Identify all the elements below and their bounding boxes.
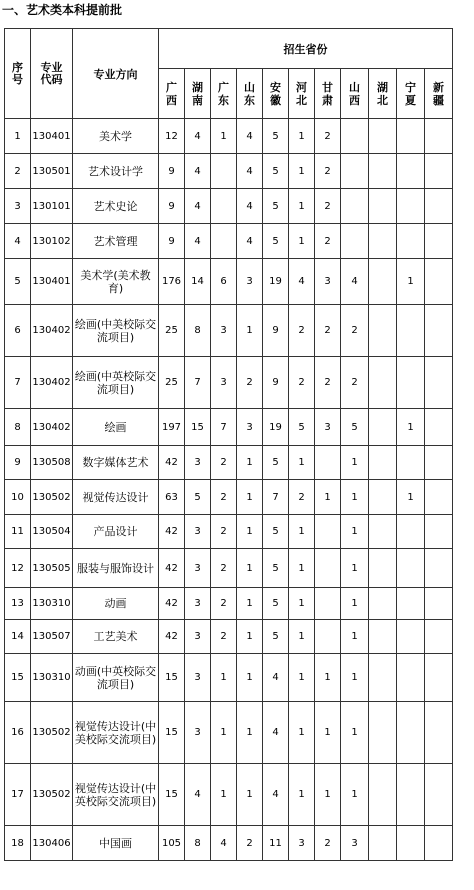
quota-cell: 2 (289, 480, 315, 515)
table-row (5, 588, 453, 620)
quota-cell: 2 (211, 549, 237, 588)
quota-cell (425, 702, 453, 764)
quota-cell: 1 (289, 588, 315, 620)
quota-cell: 4 (237, 224, 263, 259)
quota-cell (369, 259, 397, 305)
code-cell: 130406 (31, 826, 73, 861)
header-province: 湖南 (185, 69, 211, 119)
quota-cell: 2 (211, 515, 237, 549)
major-cell: 艺术史论 (73, 189, 159, 224)
quota-cell (315, 549, 341, 588)
quota-cell: 8 (185, 305, 211, 357)
quota-cell: 1 (289, 189, 315, 224)
quota-cell: 15 (159, 702, 185, 764)
table-row (5, 620, 453, 654)
quota-cell (397, 702, 425, 764)
quota-cell: 3 (315, 259, 341, 305)
major-cell: 艺术设计学 (73, 154, 159, 189)
quota-cell: 2 (211, 620, 237, 654)
quota-cell: 1 (289, 702, 315, 764)
quota-cell: 5 (263, 620, 289, 654)
quota-cell: 1 (237, 480, 263, 515)
quota-cell (369, 357, 397, 409)
quota-cell (425, 446, 453, 480)
quota-cell (397, 588, 425, 620)
code-cell: 130401 (31, 119, 73, 154)
seq-cell: 14 (5, 620, 31, 654)
major-cell: 绘画(中美校际交流项目) (73, 305, 159, 357)
quota-cell: 1 (341, 702, 369, 764)
table-row (5, 154, 453, 189)
enrollment-table (4, 28, 453, 861)
table-row (5, 259, 453, 305)
quota-cell: 11 (263, 826, 289, 861)
code-cell: 130310 (31, 654, 73, 702)
quota-cell (369, 620, 397, 654)
quota-cell (425, 764, 453, 826)
quota-cell: 3 (237, 409, 263, 446)
quota-cell: 1 (289, 446, 315, 480)
quota-cell: 1 (397, 259, 425, 305)
quota-cell: 3 (237, 259, 263, 305)
seq-cell: 6 (5, 305, 31, 357)
quota-cell: 7 (263, 480, 289, 515)
major-cell: 动画 (73, 588, 159, 620)
quota-cell: 1 (237, 305, 263, 357)
table-row (5, 305, 453, 357)
quota-cell: 25 (159, 305, 185, 357)
quota-cell: 3 (185, 446, 211, 480)
quota-cell: 1 (341, 480, 369, 515)
quota-cell: 19 (263, 409, 289, 446)
quota-cell (397, 764, 425, 826)
quota-cell (369, 549, 397, 588)
section-heading: 一、艺术类本科提前批 (2, 3, 123, 17)
quota-cell: 1 (315, 764, 341, 826)
quota-cell (397, 154, 425, 189)
major-cell: 数字媒体艺术 (73, 446, 159, 480)
quota-cell (425, 119, 453, 154)
code-cell: 130402 (31, 357, 73, 409)
quota-cell (397, 189, 425, 224)
quota-cell: 1 (315, 654, 341, 702)
quota-cell (315, 588, 341, 620)
seq-cell: 3 (5, 189, 31, 224)
quota-cell (369, 654, 397, 702)
seq-cell: 12 (5, 549, 31, 588)
quota-cell: 4 (211, 826, 237, 861)
quota-cell (425, 409, 453, 446)
table-row (5, 119, 453, 154)
quota-cell (369, 224, 397, 259)
major-cell: 动画(中英校际交流项目) (73, 654, 159, 702)
header-province: 新疆 (425, 69, 453, 119)
header-province: 甘肃 (315, 69, 341, 119)
code-cell: 130502 (31, 702, 73, 764)
code-cell: 130502 (31, 480, 73, 515)
major-cell: 美术学(美术教育) (73, 259, 159, 305)
quota-cell: 1 (289, 154, 315, 189)
quota-cell: 42 (159, 588, 185, 620)
quota-cell: 15 (185, 409, 211, 446)
quota-cell: 5 (263, 446, 289, 480)
quota-cell: 14 (185, 259, 211, 305)
code-cell: 130501 (31, 154, 73, 189)
quota-cell (425, 620, 453, 654)
table-row (5, 515, 453, 549)
seq-cell: 13 (5, 588, 31, 620)
quota-cell: 1 (237, 446, 263, 480)
quota-cell: 5 (263, 515, 289, 549)
quota-cell (211, 154, 237, 189)
quota-cell: 5 (185, 480, 211, 515)
quota-cell (369, 305, 397, 357)
quota-cell: 2 (211, 446, 237, 480)
quota-cell (425, 588, 453, 620)
quota-cell: 5 (263, 119, 289, 154)
table-row (5, 702, 453, 764)
quota-cell: 3 (185, 702, 211, 764)
seq-cell: 17 (5, 764, 31, 826)
quota-cell: 8 (185, 826, 211, 861)
quota-cell: 1 (341, 588, 369, 620)
table-row (5, 480, 453, 515)
header-province: 河北 (289, 69, 315, 119)
code-cell: 130101 (31, 189, 73, 224)
seq-cell: 9 (5, 446, 31, 480)
quota-cell: 7 (185, 357, 211, 409)
quota-cell (397, 446, 425, 480)
quota-cell: 3 (315, 409, 341, 446)
seq-cell: 5 (5, 259, 31, 305)
quota-cell: 4 (237, 189, 263, 224)
header-province: 广西 (159, 69, 185, 119)
quota-cell: 1 (341, 764, 369, 826)
quota-cell: 105 (159, 826, 185, 861)
quota-cell: 2 (315, 357, 341, 409)
quota-cell (425, 549, 453, 588)
major-cell: 视觉传达设计(中美校际交流项目) (73, 702, 159, 764)
major-cell: 工艺美术 (73, 620, 159, 654)
quota-cell (369, 515, 397, 549)
quota-cell: 2 (211, 588, 237, 620)
quota-cell: 9 (159, 224, 185, 259)
quota-cell (341, 119, 369, 154)
quota-cell (397, 515, 425, 549)
code-cell: 130401 (31, 259, 73, 305)
quota-cell: 5 (263, 189, 289, 224)
quota-cell (425, 224, 453, 259)
quota-cell (369, 446, 397, 480)
quota-cell: 2 (315, 119, 341, 154)
quota-cell (425, 654, 453, 702)
quota-cell: 1 (341, 446, 369, 480)
quota-cell: 2 (315, 826, 341, 861)
quota-cell: 5 (263, 154, 289, 189)
table-row (5, 826, 453, 861)
code-cell: 130402 (31, 409, 73, 446)
quota-cell (315, 446, 341, 480)
quota-cell: 1 (341, 549, 369, 588)
quota-cell: 5 (289, 409, 315, 446)
quota-cell: 3 (211, 305, 237, 357)
quota-cell: 1 (289, 764, 315, 826)
quota-cell: 2 (289, 305, 315, 357)
quota-cell: 1 (237, 549, 263, 588)
quota-cell: 25 (159, 357, 185, 409)
quota-cell: 4 (237, 154, 263, 189)
major-cell: 绘画 (73, 409, 159, 446)
quota-cell (397, 119, 425, 154)
seq-cell: 16 (5, 702, 31, 764)
table-row (5, 446, 453, 480)
quota-cell: 3 (185, 588, 211, 620)
quota-cell: 1 (237, 702, 263, 764)
quota-cell: 4 (289, 259, 315, 305)
quota-cell: 15 (159, 764, 185, 826)
quota-cell (369, 409, 397, 446)
code-cell: 130508 (31, 446, 73, 480)
seq-cell: 7 (5, 357, 31, 409)
quota-cell (341, 154, 369, 189)
quota-cell: 4 (237, 119, 263, 154)
quota-cell: 42 (159, 549, 185, 588)
quota-cell: 12 (159, 119, 185, 154)
header-provinces-group: 招生省份 (159, 29, 453, 69)
quota-cell (211, 224, 237, 259)
code-cell: 130402 (31, 305, 73, 357)
quota-cell: 1 (211, 119, 237, 154)
quota-cell: 1 (289, 654, 315, 702)
table-row (5, 189, 453, 224)
table-row (5, 549, 453, 588)
quota-cell: 4 (185, 764, 211, 826)
major-cell: 中国画 (73, 826, 159, 861)
quota-cell: 63 (159, 480, 185, 515)
header-province: 山西 (341, 69, 369, 119)
code-cell: 130310 (31, 588, 73, 620)
quota-cell (369, 189, 397, 224)
quota-cell: 2 (315, 189, 341, 224)
quota-cell: 5 (341, 409, 369, 446)
seq-cell: 15 (5, 654, 31, 702)
quota-cell (315, 515, 341, 549)
quota-cell: 1 (341, 620, 369, 654)
quota-cell (315, 620, 341, 654)
quota-cell: 3 (185, 549, 211, 588)
quota-cell (425, 154, 453, 189)
table-row (5, 654, 453, 702)
code-cell: 130102 (31, 224, 73, 259)
quota-cell: 1 (289, 119, 315, 154)
seq-cell: 4 (5, 224, 31, 259)
quota-cell (425, 826, 453, 861)
quota-cell (369, 702, 397, 764)
quota-cell: 1 (315, 702, 341, 764)
quota-cell (211, 189, 237, 224)
quota-cell: 6 (211, 259, 237, 305)
quota-cell: 2 (315, 305, 341, 357)
quota-cell (425, 357, 453, 409)
quota-cell: 4 (341, 259, 369, 305)
quota-cell (397, 224, 425, 259)
quota-cell (425, 515, 453, 549)
major-cell: 产品设计 (73, 515, 159, 549)
quota-cell: 3 (289, 826, 315, 861)
quota-cell (425, 480, 453, 515)
quota-cell: 4 (263, 764, 289, 826)
header-seq: 序号 (5, 29, 31, 119)
quota-cell: 1 (211, 764, 237, 826)
quota-cell: 9 (263, 305, 289, 357)
code-cell: 130504 (31, 515, 73, 549)
quota-cell: 2 (289, 357, 315, 409)
quota-cell (369, 154, 397, 189)
quota-cell: 5 (263, 549, 289, 588)
quota-cell: 3 (341, 826, 369, 861)
quota-cell: 1 (237, 654, 263, 702)
quota-cell: 19 (263, 259, 289, 305)
quota-cell: 2 (237, 357, 263, 409)
quota-cell: 42 (159, 620, 185, 654)
quota-cell: 3 (211, 357, 237, 409)
quota-cell (369, 480, 397, 515)
quota-cell: 2 (341, 357, 369, 409)
quota-cell: 42 (159, 446, 185, 480)
quota-cell: 3 (185, 620, 211, 654)
code-cell: 130502 (31, 764, 73, 826)
quota-cell (397, 620, 425, 654)
major-cell: 绘画(中英校际交流项目) (73, 357, 159, 409)
quota-cell: 1 (289, 549, 315, 588)
quota-cell: 9 (159, 189, 185, 224)
quota-cell: 2 (237, 826, 263, 861)
quota-cell: 1 (315, 480, 341, 515)
quota-cell: 9 (263, 357, 289, 409)
quota-cell: 1 (397, 480, 425, 515)
major-cell: 视觉传达设计 (73, 480, 159, 515)
quota-cell: 4 (185, 119, 211, 154)
quota-cell (397, 654, 425, 702)
quota-cell: 1 (289, 224, 315, 259)
quota-cell: 5 (263, 224, 289, 259)
header-province: 湖北 (369, 69, 397, 119)
quota-cell: 1 (237, 588, 263, 620)
quota-cell (369, 588, 397, 620)
major-cell: 服装与服饰设计 (73, 549, 159, 588)
code-cell: 130505 (31, 549, 73, 588)
table-row (5, 764, 453, 826)
quota-cell (397, 357, 425, 409)
quota-cell (369, 119, 397, 154)
quota-cell: 1 (289, 515, 315, 549)
quota-cell: 15 (159, 654, 185, 702)
seq-cell: 1 (5, 119, 31, 154)
quota-cell: 3 (185, 654, 211, 702)
table-row (5, 409, 453, 446)
quota-cell: 7 (211, 409, 237, 446)
header-major: 专业方向 (73, 29, 159, 119)
quota-cell: 1 (397, 409, 425, 446)
quota-cell: 1 (211, 654, 237, 702)
quota-cell: 42 (159, 515, 185, 549)
seq-cell: 8 (5, 409, 31, 446)
quota-cell (341, 189, 369, 224)
seq-cell: 2 (5, 154, 31, 189)
quota-cell: 176 (159, 259, 185, 305)
quota-cell (425, 305, 453, 357)
quota-cell: 4 (185, 154, 211, 189)
quota-cell: 1 (341, 515, 369, 549)
quota-cell (341, 224, 369, 259)
quota-cell: 1 (341, 654, 369, 702)
quota-cell: 1 (289, 620, 315, 654)
quota-cell: 2 (315, 154, 341, 189)
seq-cell: 11 (5, 515, 31, 549)
quota-cell (397, 305, 425, 357)
quota-cell: 4 (263, 702, 289, 764)
quota-cell: 1 (211, 702, 237, 764)
quota-cell: 3 (185, 515, 211, 549)
quota-cell: 9 (159, 154, 185, 189)
quota-cell (397, 826, 425, 861)
quota-cell (425, 189, 453, 224)
quota-cell: 2 (341, 305, 369, 357)
header-code: 专业代码 (31, 29, 73, 119)
seq-cell: 18 (5, 826, 31, 861)
quota-cell: 2 (315, 224, 341, 259)
quota-cell (369, 764, 397, 826)
seq-cell: 10 (5, 480, 31, 515)
quota-cell: 5 (263, 588, 289, 620)
quota-cell: 4 (185, 189, 211, 224)
header-province: 安徽 (263, 69, 289, 119)
header-province: 宁夏 (397, 69, 425, 119)
quota-cell (397, 549, 425, 588)
header-province: 广东 (211, 69, 237, 119)
quota-cell: 4 (185, 224, 211, 259)
major-cell: 美术学 (73, 119, 159, 154)
table-row (5, 224, 453, 259)
quota-cell: 1 (237, 764, 263, 826)
quota-cell: 2 (211, 480, 237, 515)
major-cell: 视觉传达设计(中英校际交流项目) (73, 764, 159, 826)
table-row (5, 357, 453, 409)
quota-cell: 1 (237, 515, 263, 549)
quota-cell (369, 826, 397, 861)
code-cell: 130507 (31, 620, 73, 654)
major-cell: 艺术管理 (73, 224, 159, 259)
header-province: 山东 (237, 69, 263, 119)
quota-cell: 4 (263, 654, 289, 702)
quota-cell (425, 259, 453, 305)
quota-cell: 197 (159, 409, 185, 446)
quota-cell: 1 (237, 620, 263, 654)
